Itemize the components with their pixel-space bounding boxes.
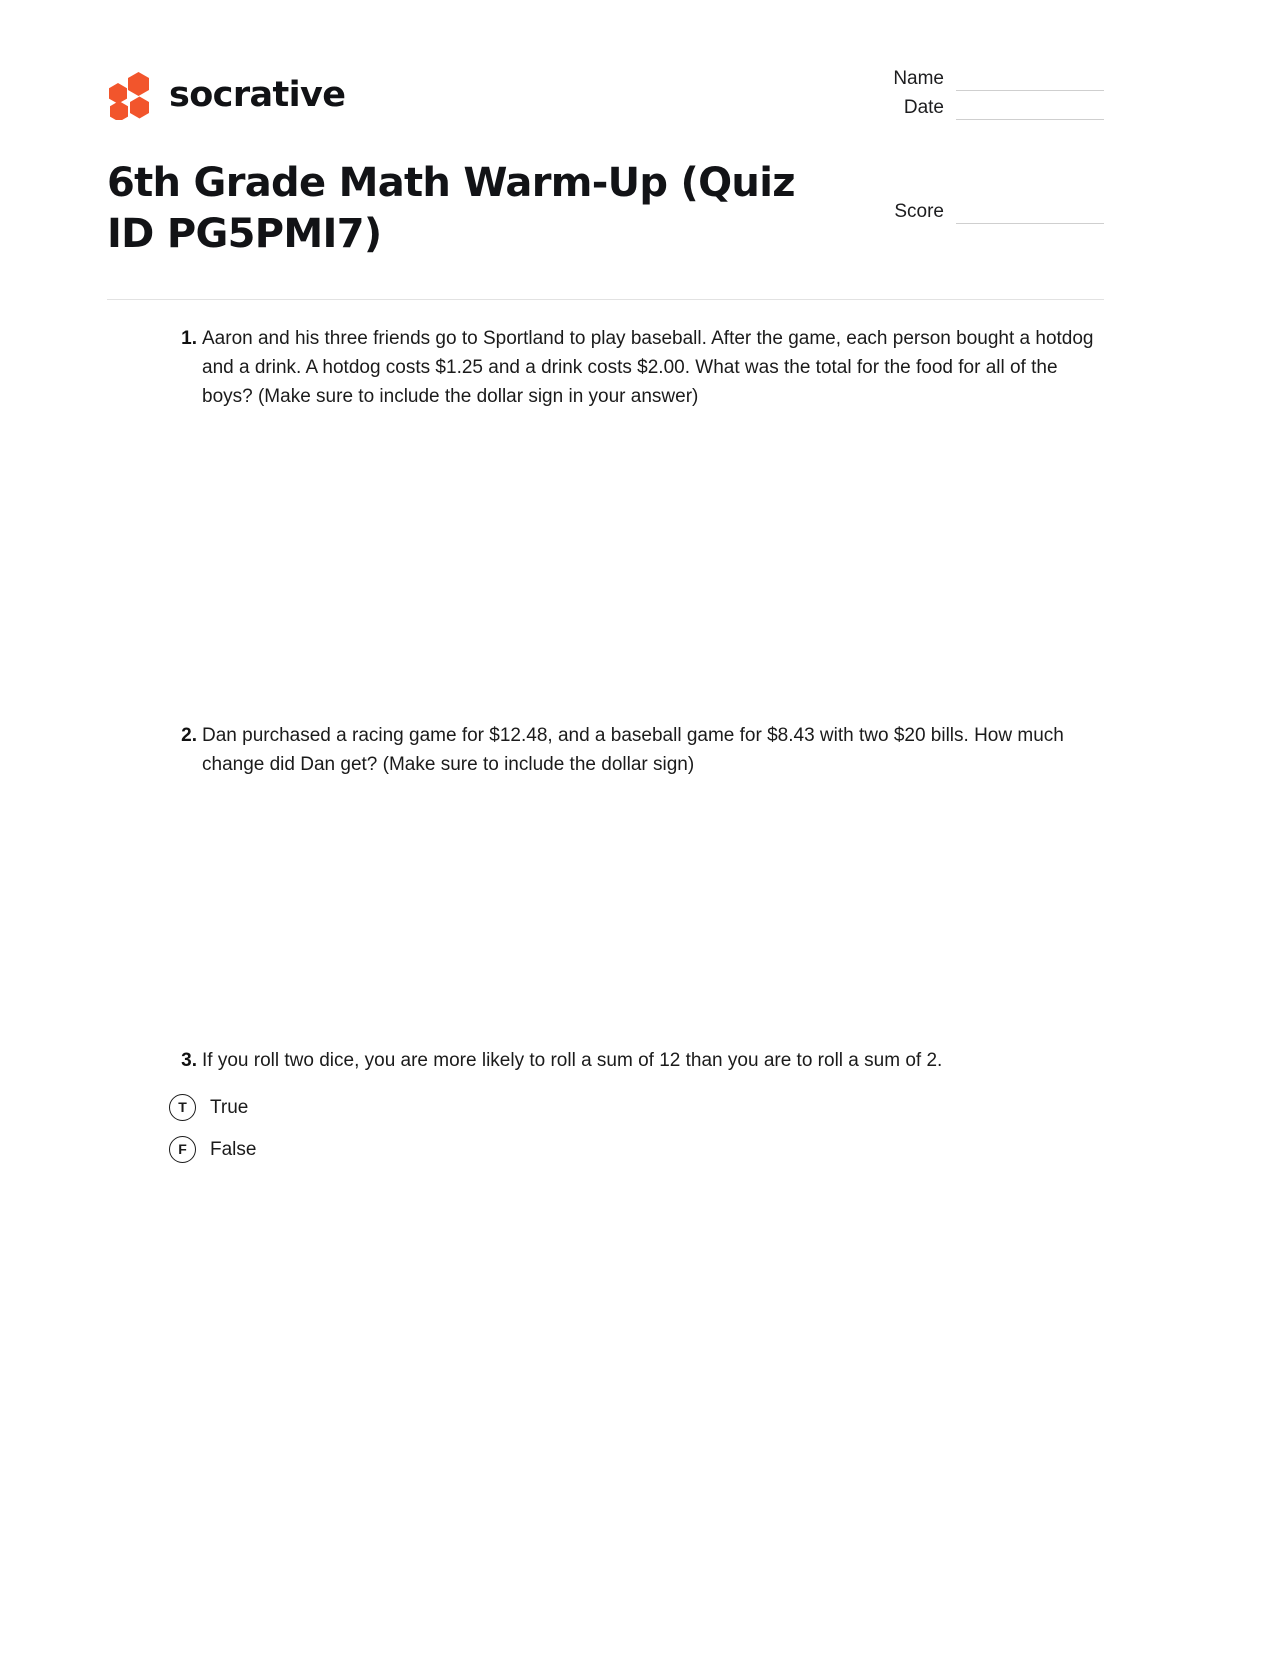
- answer-space-2[interactable]: [107, 779, 1104, 1047]
- brand-wordmark: socrative: [169, 74, 346, 115]
- choice-bubble-false[interactable]: F: [169, 1136, 196, 1163]
- score-field-input[interactable]: [956, 223, 1104, 224]
- choice-bubble-true[interactable]: T: [169, 1094, 196, 1121]
- question-text-1: Aaron and his three friends go to Sportland to play baseball. After the game, each person bought a hotdog and a drink. A hotdog costs $1.25 and a drink costs $2.00. What was the total for the food for all of the boys? (Make sure to include the dollar sign in your answer): [202, 328, 1094, 407]
- answer-space-1[interactable]: [107, 412, 1104, 722]
- socrative-hexagon-logo-icon: [107, 70, 153, 120]
- header-divider: [107, 299, 1104, 300]
- question-text-3: If you roll two dice, you are more likely to roll a sum of 12 than you are to roll a sum of 2.: [202, 1050, 943, 1072]
- question-item-2: [107, 722, 1104, 780]
- score-field-label: Score: [894, 201, 944, 222]
- answer-choices-3: [178, 1086, 1104, 1170]
- name-field-label: Name: [893, 68, 944, 89]
- choice-label-true: True: [210, 1096, 249, 1118]
- score-field-row: [864, 195, 1104, 224]
- question-number-3: 3.: [181, 1050, 197, 1072]
- date-field-input[interactable]: [956, 119, 1104, 120]
- name-field-row: [864, 62, 1104, 91]
- choice-false[interactable]: [169, 1128, 1104, 1170]
- question-item-1: [107, 325, 1104, 412]
- socrative-brand: [107, 70, 345, 120]
- name-date-fields: [864, 62, 1104, 120]
- question-number-2: 2.: [181, 724, 197, 746]
- question-text-2: Dan purchased a racing game for $12.48, and a baseball game for $8.43 with two $20 bills. How much change did Dan get? (Make sure to include the dollar sign): [202, 724, 1064, 775]
- question-item-3: [107, 1047, 1104, 1170]
- choice-true[interactable]: [169, 1086, 1104, 1128]
- questions-list: [107, 325, 1104, 1170]
- question-number-1: 1.: [181, 328, 197, 349]
- choice-label-false: False: [210, 1138, 257, 1160]
- name-field-input[interactable]: [956, 90, 1104, 91]
- date-field-label: Date: [903, 97, 944, 118]
- page-title: 6th Grade Math Warm-Up (Quiz ID PG5PMI7): [107, 160, 795, 258]
- date-field-row: [864, 91, 1104, 120]
- score-field-group: [864, 195, 1104, 224]
